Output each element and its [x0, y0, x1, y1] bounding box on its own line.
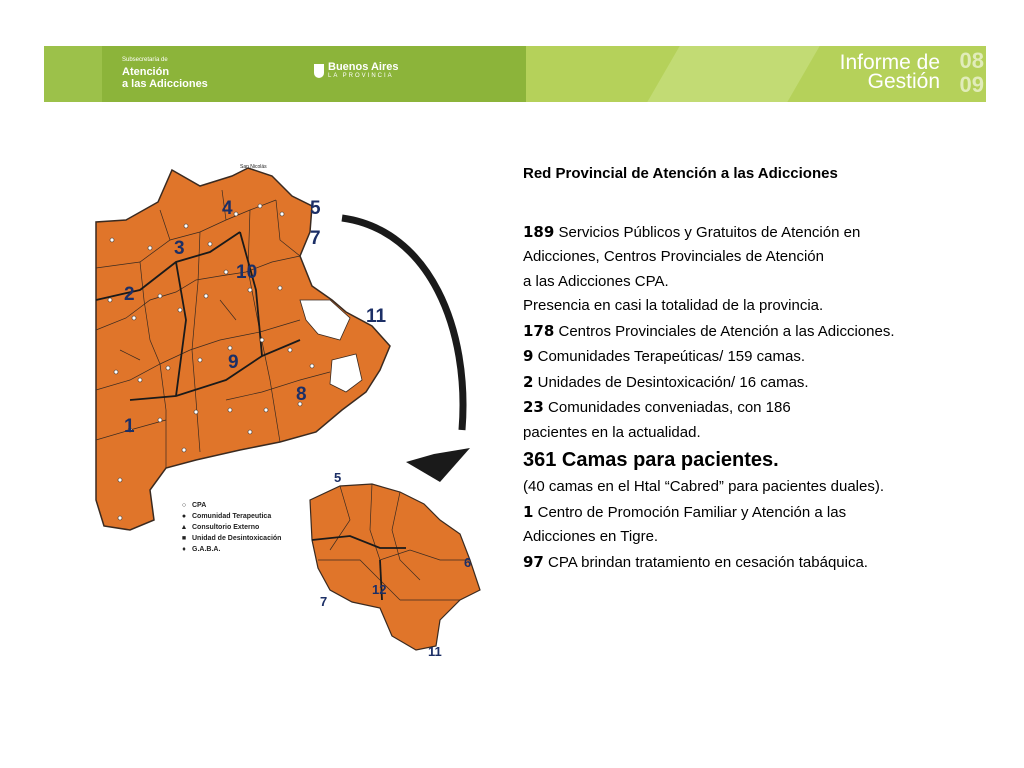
stat-line: a las Adicciones CPA. [523, 272, 669, 290]
legend-label: CPA [192, 502, 207, 509]
region-label-10: 10 [236, 262, 258, 283]
stat-line: Presencia en casi la totalidad de la provincia. [523, 297, 824, 314]
stat-text: CPA brindan tratamiento en cesación tabáquica. [543, 553, 868, 571]
region-label-7: 7 [310, 228, 321, 249]
year-top: 08 [959, 48, 984, 73]
stat-line [523, 500, 973, 526]
region-label-1: 1 [124, 416, 135, 437]
inset-label-7: 7 [320, 594, 328, 609]
informe-line2: Gestión [867, 70, 940, 93]
info-text [523, 162, 973, 575]
logo-small-text: Subsecretaría de [122, 57, 168, 63]
stat-line [523, 370, 973, 396]
map-legend [180, 500, 281, 555]
logo-line2: a las Adicciones [122, 78, 208, 90]
informe-line1: Informe de [839, 51, 940, 74]
region-label-9: 9 [228, 352, 239, 373]
stat-line [523, 550, 973, 576]
logo-line1: Atención [122, 66, 170, 78]
inset-shape [310, 484, 480, 650]
ba-line1: Buenos Aires [328, 61, 399, 73]
stat-number: 189 [523, 222, 555, 241]
legend-label: G.A.B.A. [192, 546, 221, 553]
page-title: Red Provincial de Atención a las Adicciones [523, 165, 838, 182]
stat-line: (40 camas en el Htal “Cabred” para pacientes duales). [523, 478, 885, 495]
inset-label-12: 12 [372, 582, 387, 597]
comunidad-icon: ● [181, 513, 187, 520]
stat-text: Centro de Promoción Familiar y Atención a las [533, 503, 847, 521]
legend-item [180, 533, 281, 544]
stat-line [523, 344, 973, 370]
province-shape [96, 168, 390, 530]
stat-text: Centros Provinciales de Atención a las Adicciones. [554, 322, 895, 340]
stat-number: 23 [523, 398, 544, 416]
stat-line: Adicciones en Tigre. [523, 528, 659, 545]
region-label-11: 11 [366, 306, 387, 327]
legend-label: Unidad de Desintoxicación [192, 535, 282, 542]
stat-number: 2 [523, 372, 534, 391]
legend-item [180, 544, 281, 555]
ba-line2: LA PROVINCIA [328, 73, 394, 79]
inset-label-5: 5 [334, 470, 342, 485]
stat-number: 1 [523, 502, 534, 521]
stat-line [523, 319, 973, 345]
legend-item [180, 511, 281, 522]
region-label-2: 2 [124, 284, 135, 305]
stat-text: Unidades de Desintoxicación/ 16 camas. [533, 373, 809, 391]
stat-line: Adicciones, Centros Provinciales de Atención [523, 248, 824, 265]
stat-number: 97 [523, 552, 544, 571]
legend-item [180, 500, 281, 511]
region-label-5: 5 [310, 198, 321, 219]
arrow-head-icon [406, 448, 470, 482]
stat-text: Camas para pacientes. [556, 449, 779, 471]
stat-line [523, 220, 973, 246]
year-bottom: 09 [959, 72, 984, 97]
region-label-8: 8 [296, 384, 307, 405]
stat-line-highlight [523, 445, 973, 475]
inset-label-11: 11 [428, 644, 442, 659]
cpa-icon: ○ [181, 502, 187, 509]
stat-text: Servicios Públicos y Gratuitos de Atención en [554, 223, 861, 241]
stat-number: 178 [523, 321, 555, 340]
region-label-3: 3 [174, 238, 185, 259]
stat-text: Comunidades Terapeúticas/ 159 camas. [533, 348, 805, 365]
gaba-icon: ♦ [182, 546, 186, 553]
legend-item [180, 522, 281, 533]
legend-label: Consultorio Externo [192, 524, 260, 531]
stat-text: Comunidades conveniadas, con 186 [543, 399, 791, 416]
town-label: San Nicolás [240, 164, 267, 170]
inset-label-6: 6 [464, 555, 472, 570]
stat-line [523, 395, 973, 421]
stat-line: pacientes en la actualidad. [523, 423, 701, 441]
unidad-icon: ■ [181, 535, 187, 542]
stat-number: 9 [523, 347, 534, 365]
consultorio-icon: ▲ [180, 524, 188, 531]
region-label-4: 4 [222, 198, 233, 219]
legend-label: Comunidad Terapeutica [192, 513, 272, 520]
stat-number: 361 [523, 449, 557, 471]
